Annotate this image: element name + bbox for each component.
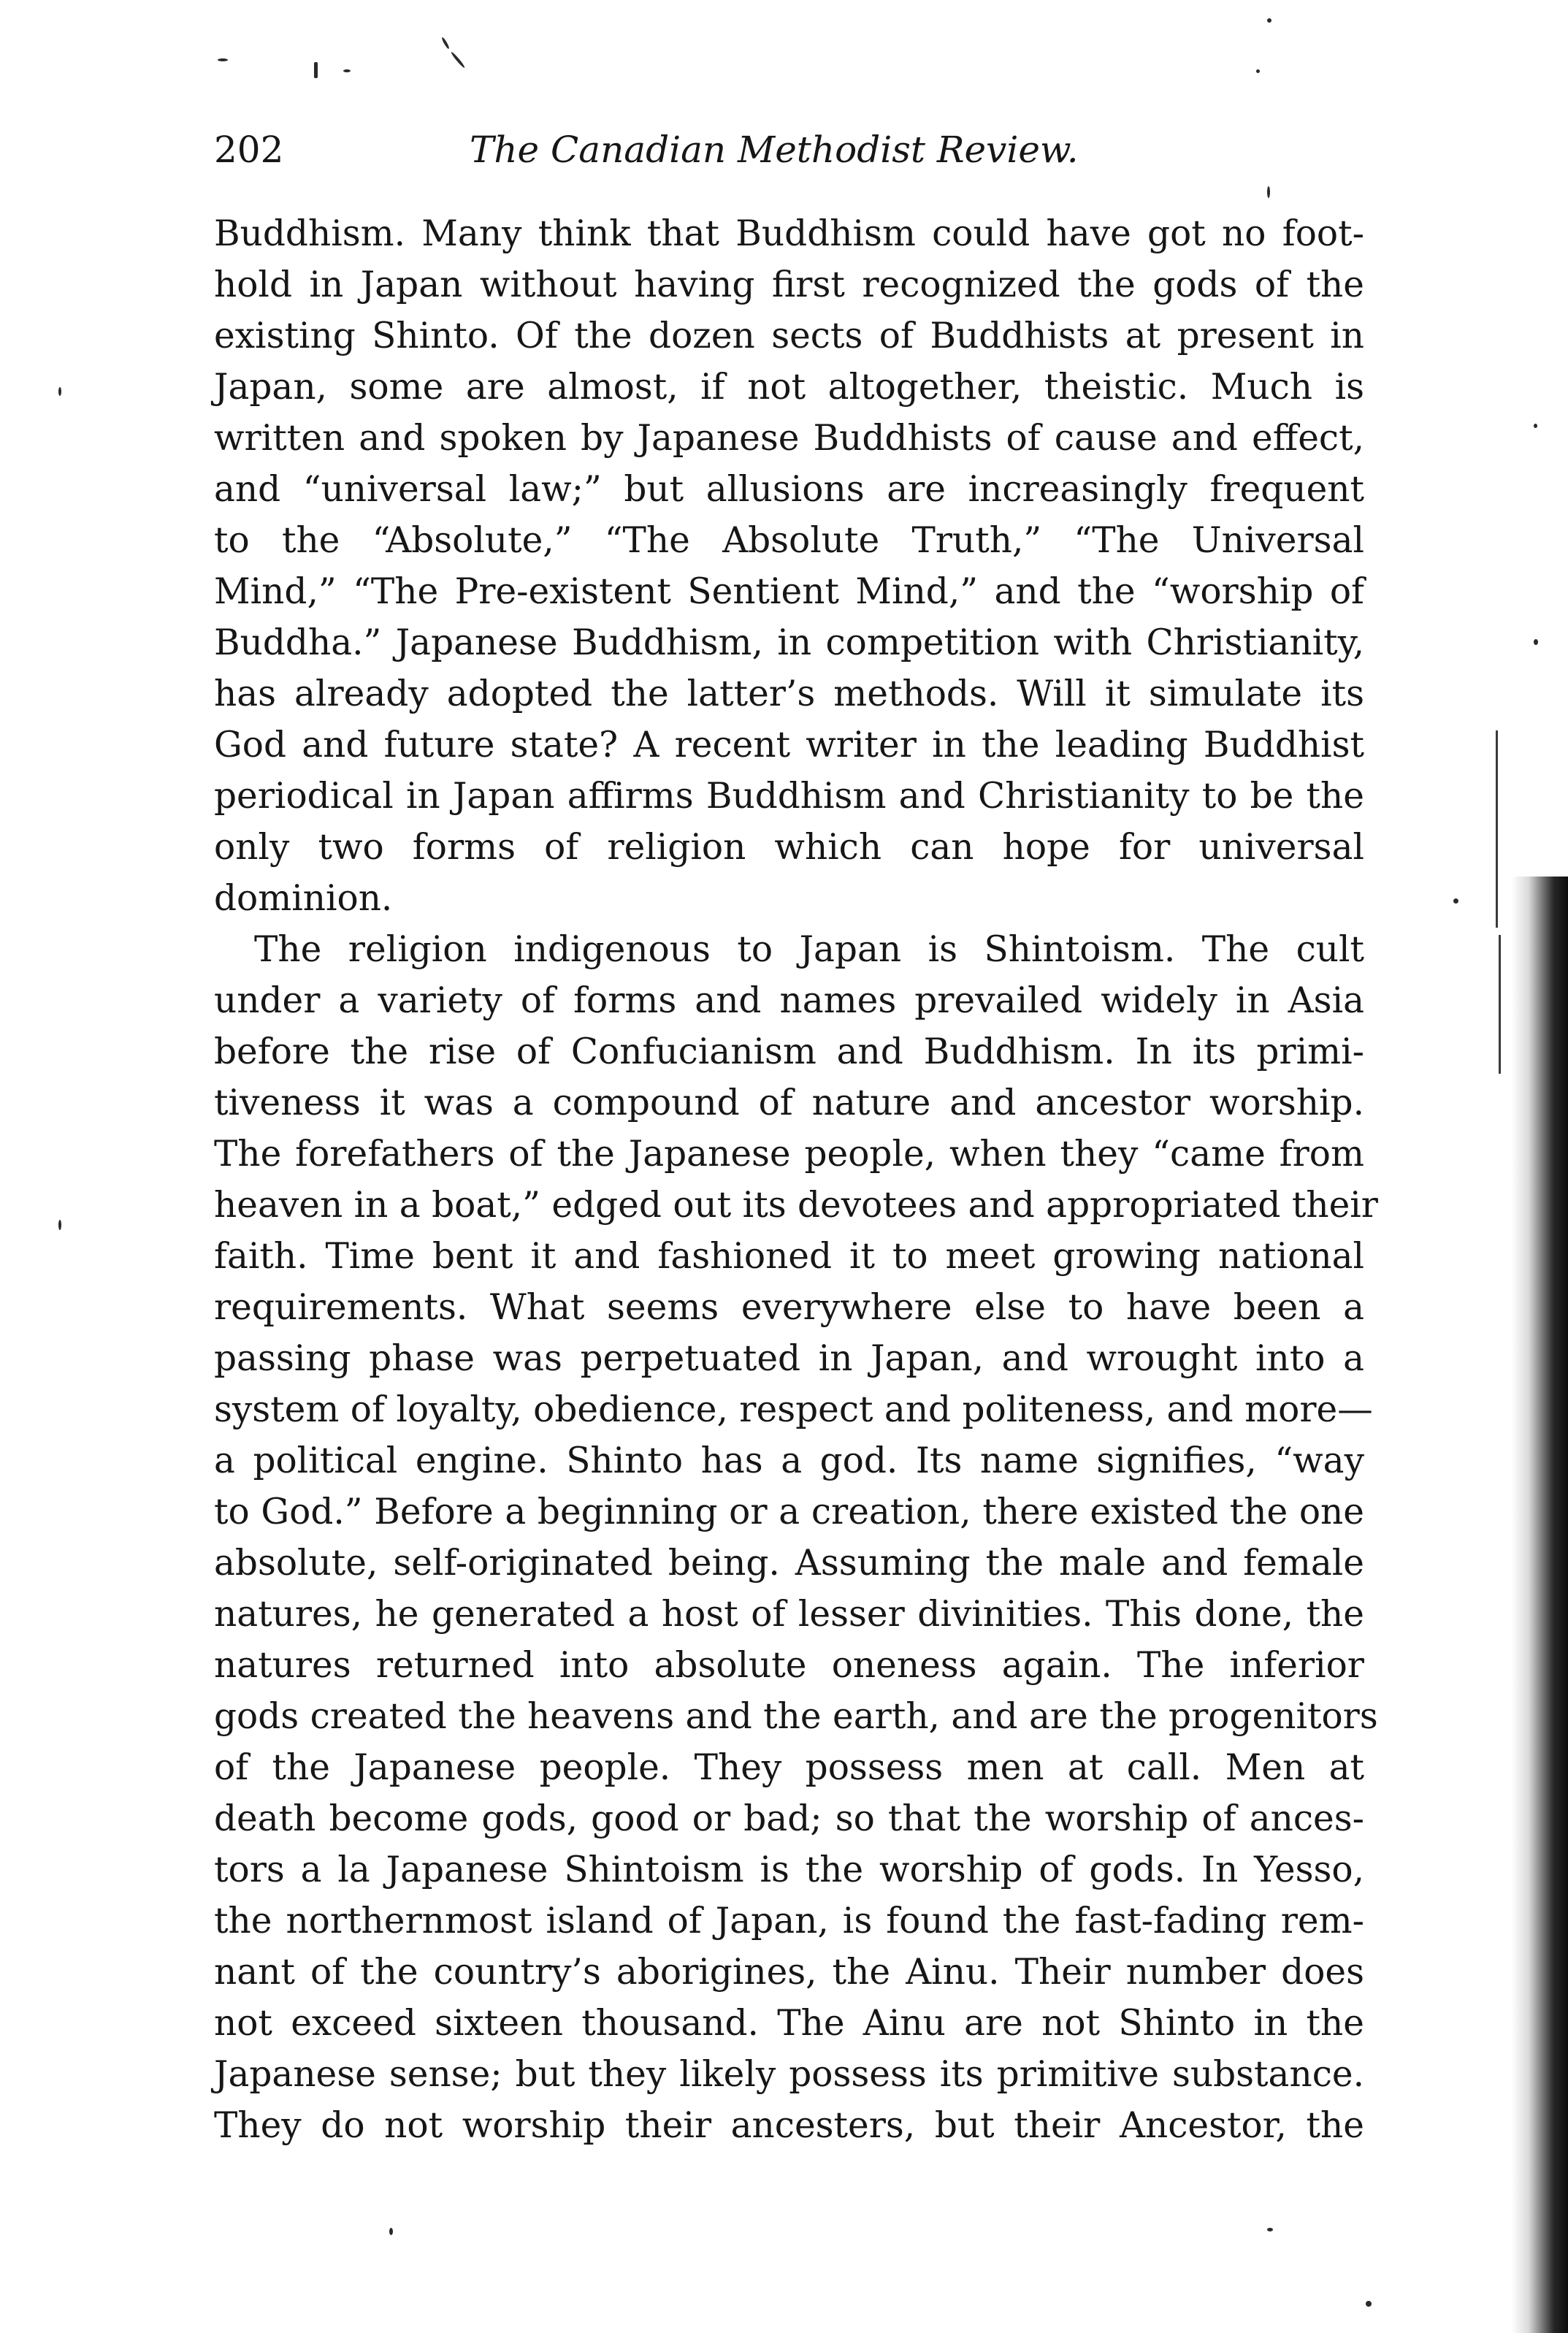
text-line: not exceed sixteen thousand. The Ainu are not Shinto in the [214, 2003, 1364, 2044]
text-line: death become gods, good or bad; so that the worship of ances- [214, 1798, 1364, 1839]
scan-speck [389, 2228, 393, 2235]
body-text [214, 208, 1378, 2151]
text-line: Japanese sense; but they likely possess its primitive substance. [214, 2054, 1364, 2095]
scan-speck [1534, 639, 1538, 645]
scan-speck [450, 51, 465, 69]
text-line: and “universal law;” but allusions are increasingly frequent [214, 469, 1364, 510]
text-line: gods created the heavens and the earth, and are the progenitors [214, 1696, 1378, 1737]
text-line: requirements. What seems everywhere else to have been a [214, 1287, 1364, 1328]
text-line: nant of the country’s aborigines, the Ainu. Their number does [214, 1952, 1364, 1993]
text-line: Japan, some are almost, if not altogether, theistic. Much is [214, 367, 1364, 408]
running-title: The Canadian Methodist Review. [470, 129, 1079, 171]
text-line: natures, he generated a host of lesser divinities. This done, the [214, 1594, 1364, 1635]
scan-speck [314, 62, 318, 78]
text-line: a political engine. Shinto has a god. Its name signifies, “way [214, 1440, 1364, 1481]
text-line: The forefathers of the Japanese people, when they “came from [214, 1134, 1364, 1175]
text-line: before the rise of Confucianism and Buddhism. In its primi- [214, 1031, 1364, 1072]
text-line: to the “Absolute,” “The Absolute Truth,” “The Universal [214, 520, 1364, 561]
text-line: The religion indigenous to Japan is Shintoism. The cult [254, 929, 1364, 970]
page-header [214, 124, 1353, 175]
text-line: system of loyalty, obedience, respect and politeness, and more— [214, 1389, 1373, 1430]
scan-speck [1534, 424, 1537, 428]
text-line: Mind,” “The Pre-existent Sentient Mind,” and the “worship of [214, 571, 1364, 612]
text-line: tiveness it was a compound of nature and ancestor worship. [214, 1083, 1364, 1123]
page-edge-line [1496, 730, 1498, 928]
text-line: only two forms of religion which can hope for universal [214, 827, 1364, 868]
scan-speck [441, 37, 450, 50]
text-line: has already adopted the latter’s methods. Will it simulate its [214, 673, 1364, 714]
text-line: God and future state? A recent writer in the leading Buddhist [214, 725, 1364, 765]
page-number: 202 [214, 129, 284, 171]
text-line: of the Japanese people. They possess men at call. Men at [214, 1747, 1364, 1788]
scan-speck [218, 58, 228, 61]
text-line: periodical in Japan affirms Buddhism and Christianity to be the [214, 776, 1364, 817]
text-line: hold in Japan without having first recognized the gods of the [214, 264, 1364, 305]
scan-speck [343, 69, 351, 72]
text-line: under a variety of forms and names prevailed widely in Asia [214, 980, 1364, 1021]
text-line: existing Shinto. Of the dozen sects of Buddhists at present in [214, 316, 1364, 356]
text-line: passing phase was perpetuated in Japan, and wrought into a [214, 1338, 1364, 1379]
text-line: Buddha.” Japanese Buddhism, in competition with Christianity, [214, 622, 1364, 663]
page-edge-line [1499, 935, 1501, 1074]
text-line: written and spoken by Japanese Buddhists of cause and effect, [214, 418, 1364, 459]
text-line: the northernmost island of Japan, is found the fast-fading rem- [214, 1901, 1364, 1941]
text-line: natures returned into absolute oneness again. The inferior [214, 1645, 1364, 1686]
text-line: absolute, self-originated being. Assuming the male and female [214, 1543, 1364, 1584]
text-line: faith. Time bent it and fashioned it to meet growing national [214, 1236, 1364, 1277]
scan-speck [1256, 69, 1260, 73]
scan-speck [1267, 18, 1271, 23]
scan-speck [1366, 2301, 1372, 2307]
scan-speck [1267, 186, 1270, 198]
scan-speck [1267, 2228, 1273, 2231]
text-line: heaven in a boat,” edged out its devotees and appropriated their [214, 1185, 1378, 1226]
scan-speck [1453, 898, 1458, 904]
text-line: Buddhism. Many think that Buddhism could have got no foot- [214, 213, 1364, 254]
scan-speck [58, 387, 61, 396]
text-line: to God.” Before a beginning or a creation, there existed the one [214, 1492, 1364, 1532]
scan-speck [58, 1220, 61, 1230]
text-line: They do not worship their ancesters, but their Ancestor, the [214, 2105, 1364, 2146]
page-edge-shadow [1512, 877, 1568, 2333]
text-line: dominion. [214, 878, 393, 919]
text-line: tors a la Japanese Shintoism is the worship of gods. In Yesso, [214, 1849, 1364, 1890]
